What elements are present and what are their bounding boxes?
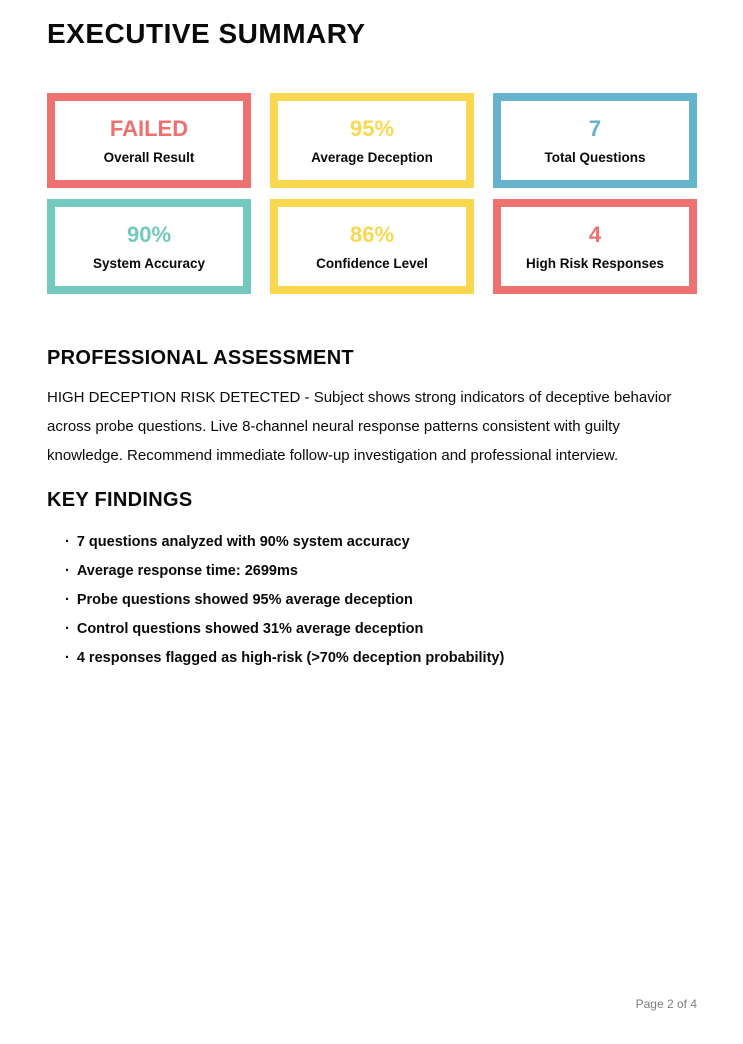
bullet-dot: · — [65, 592, 70, 608]
bullet-dot: · — [65, 621, 70, 637]
finding-text: Average response time: 2699ms — [76, 563, 298, 579]
bullet-dot: · — [65, 650, 70, 666]
finding-text: Probe questions showed 95% average deception — [76, 592, 413, 608]
finding-item — [65, 586, 697, 615]
metric-card-confidence-level — [270, 199, 474, 294]
metric-value: 4 — [588, 221, 602, 247]
finding-item — [65, 528, 697, 557]
finding-item — [65, 557, 697, 586]
professional-assessment-text: HIGH DECEPTION RISK DETECTED - Subject shows strong indicators of deceptive behavior across probe questions. Live 8-channel neural response patterns consistent with guilty knowledge. Recommend immediate follow-up investigation and professional interview. — [47, 389, 672, 464]
metric-value: FAILED — [109, 115, 189, 141]
metric-value: 95% — [349, 115, 395, 141]
finding-text: Control questions showed 31% average deception — [76, 621, 424, 637]
summary-cards-grid — [47, 93, 697, 294]
bullet-dot: · — [65, 534, 70, 550]
finding-item — [65, 615, 697, 644]
finding-text: 7 questions analyzed with 90% system accuracy — [76, 534, 410, 550]
metric-value: 90% — [126, 221, 172, 247]
metric-card-overall-result — [47, 93, 251, 188]
metric-label: Confidence Level — [316, 255, 428, 271]
metric-label: System Accuracy — [92, 255, 206, 271]
metric-label: Overall Result — [103, 149, 195, 165]
metric-label: Average Deception — [311, 149, 433, 165]
professional-assessment-heading: PROFESSIONAL ASSESSMENT — [47, 347, 354, 369]
metric-label: High Risk Responses — [525, 255, 665, 271]
key-findings-heading: KEY FINDINGS — [47, 489, 193, 511]
page-title: EXECUTIVE SUMMARY — [47, 18, 366, 49]
key-findings-list — [47, 528, 697, 673]
finding-text: 4 responses flagged as high-risk (>70% deception probability) — [76, 650, 505, 666]
metric-value: 7 — [588, 115, 602, 141]
page-number: Page 2 of 4 — [635, 997, 697, 1011]
metric-label: Total Questions — [544, 149, 646, 165]
metric-card-average-deception — [270, 93, 474, 188]
bullet-dot: · — [65, 563, 70, 579]
finding-item — [65, 644, 697, 673]
metric-card-high-risk-responses — [493, 199, 697, 294]
metric-card-total-questions — [493, 93, 697, 188]
metric-card-system-accuracy — [47, 199, 251, 294]
metric-value: 86% — [349, 221, 395, 247]
